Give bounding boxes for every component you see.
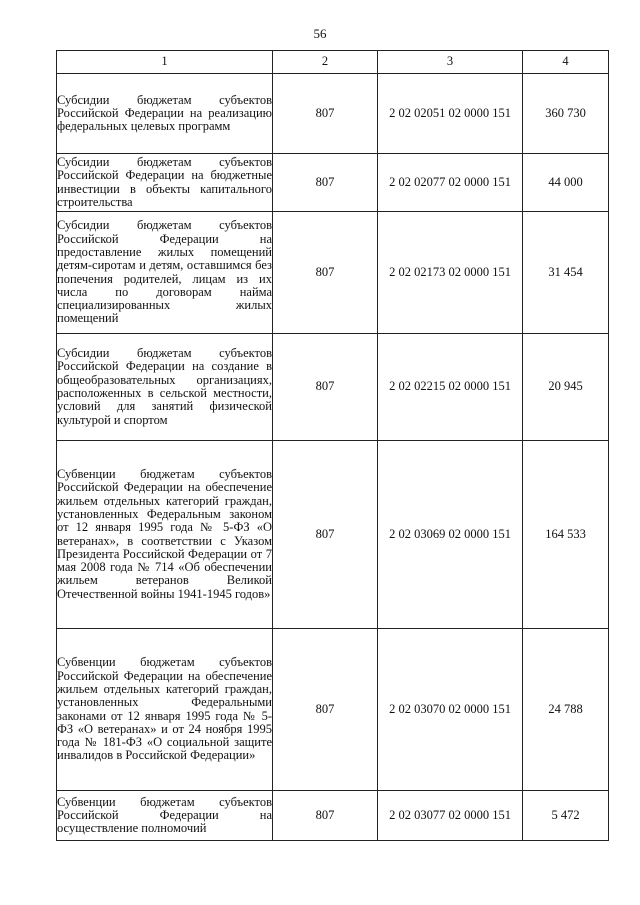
row-admin-code: 807 — [273, 791, 378, 841]
row-amount: 20 945 — [523, 334, 609, 441]
row-admin-code: 807 — [273, 441, 378, 629]
row-description: Субвенции бюджетам субъектов Российской Федерации на осуществление полномочий — [57, 791, 273, 841]
row-classification-code: 2 02 02051 02 0000 151 — [378, 74, 523, 154]
row-amount: 31 454 — [523, 212, 609, 334]
table-header-row — [57, 51, 609, 74]
row-amount: 360 730 — [523, 74, 609, 154]
row-classification-code: 2 02 03070 02 0000 151 — [378, 629, 523, 791]
row-classification-code: 2 02 03077 02 0000 151 — [378, 791, 523, 841]
table-row — [57, 629, 609, 791]
table-row — [57, 791, 609, 841]
row-description: Субсидии бюджетам субъектов Российской Федерации на бюджетные инвестиции в объекты капитального строительства — [57, 154, 273, 212]
row-description: Субсидии бюджетам субъектов Российской Федерации на реализацию федеральных целевых программ — [57, 74, 273, 154]
row-classification-code: 2 02 03069 02 0000 151 — [378, 441, 523, 629]
column-header-classification-code: 3 — [378, 51, 523, 74]
row-classification-code: 2 02 02173 02 0000 151 — [378, 212, 523, 334]
row-classification-code: 2 02 02077 02 0000 151 — [378, 154, 523, 212]
row-admin-code: 807 — [273, 154, 378, 212]
table-row — [57, 154, 609, 212]
budget-revenue-table — [56, 50, 609, 841]
column-header-admin-code: 2 — [273, 51, 378, 74]
column-header-description: 1 — [57, 51, 273, 74]
row-admin-code: 807 — [273, 334, 378, 441]
page-number: 56 — [313, 26, 327, 41]
row-admin-code: 807 — [273, 212, 378, 334]
row-admin-code: 807 — [273, 629, 378, 791]
table-row — [57, 212, 609, 334]
row-amount: 5 472 — [523, 791, 609, 841]
table-row — [57, 334, 609, 441]
table-row — [57, 74, 609, 154]
row-amount: 24 788 — [523, 629, 609, 791]
row-description: Субсидии бюджетам субъектов Российской Федерации на предоставление жилых помещений детям-сиротам и детям, оставшимся без попечения родителей, лицам из их числа по договорам найма специализированных жилых помещений — [57, 212, 273, 334]
table-row — [57, 441, 609, 629]
row-classification-code: 2 02 02215 02 0000 151 — [378, 334, 523, 441]
row-amount: 44 000 — [523, 154, 609, 212]
row-description: Субвенции бюджетам субъектов Российской Федерации на обеспечение жильем отдельных категорий граждан, установленных Федеральным законом от 12 января 1995 года № 5-ФЗ «О ветеранах», в соответствии с Указом Президента Российской Федерации от 7 мая 2008 года № 714 «Об обеспечении жильем ветеранов Великой Отечественной войны 1941-1945 годов» — [57, 441, 273, 629]
row-description: Субсидии бюджетам субъектов Российской Федерации на создание в общеобразовательных организациях, расположенных в сельской местности, условий для занятий физической культурой и спортом — [57, 334, 273, 441]
column-header-amount: 4 — [523, 51, 609, 74]
row-admin-code: 807 — [273, 74, 378, 154]
row-amount: 164 533 — [523, 441, 609, 629]
row-description: Субвенции бюджетам субъектов Российской Федерации на обеспечение жильем отдельных категорий граждан, установленных Федеральными законами от 12 января 1995 года № 5-ФЗ «О ветеранах» и от 24 ноября 1995 года № 181-ФЗ «О социальной защите инвалидов в Российской Федерации» — [57, 629, 273, 791]
